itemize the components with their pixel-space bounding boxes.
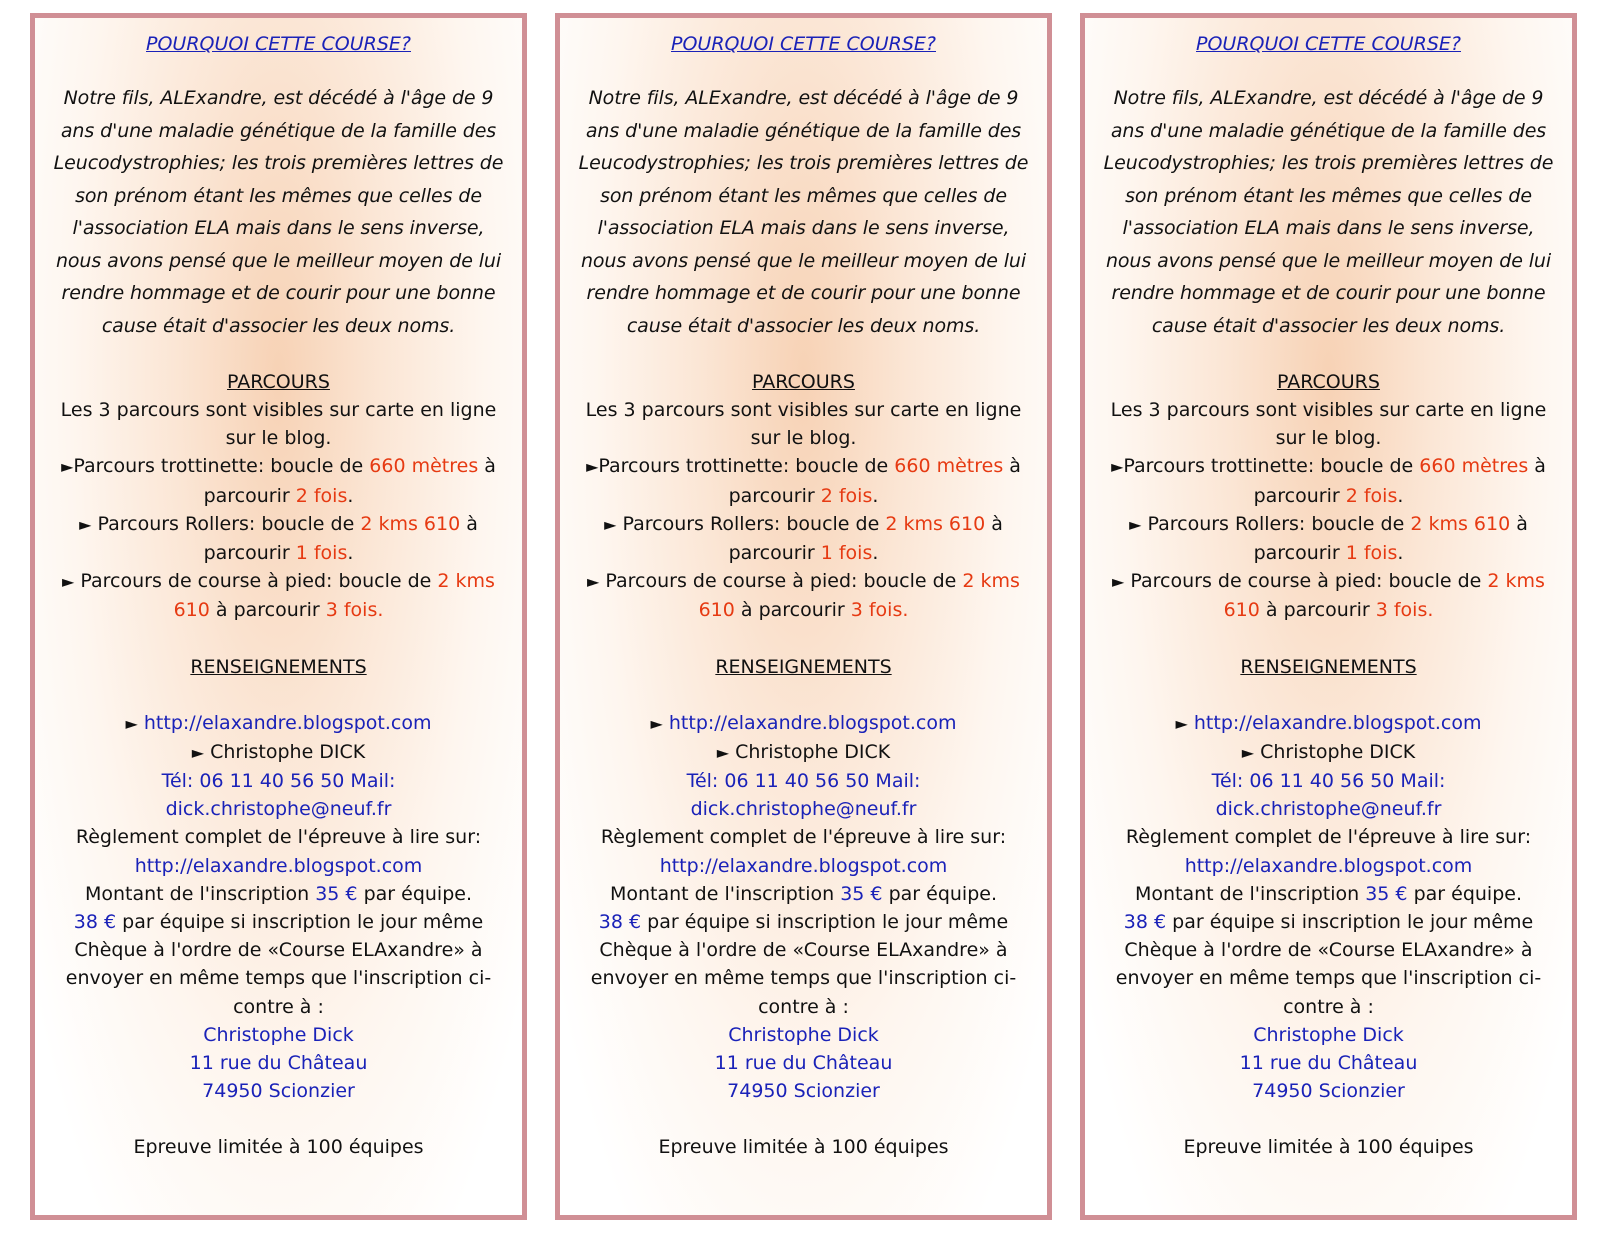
panel-content xyxy=(51,28,506,1162)
rollers-distance: 2 kms 610 xyxy=(360,512,461,535)
pied-times: 3 fois. xyxy=(325,599,384,622)
parcours-title: PARCOURS xyxy=(227,371,330,393)
address-name: Christophe Dick xyxy=(1253,1023,1404,1046)
cheque-text: Chèque à l'ordre de «Course ELAxandre» à envoyer en même temps que l'inscription ci-contre à : xyxy=(1115,939,1542,1018)
rollers-distance: 2 kms 610 xyxy=(885,512,986,535)
tel-mail: Tél: 06 11 40 56 50 Mail: xyxy=(1211,770,1446,793)
rollers-times: 1 fois xyxy=(295,542,348,565)
address-city: 74950 Scionzier xyxy=(1252,1080,1405,1103)
late-line: 38 € par équipe si inscription le jour même xyxy=(1123,911,1534,934)
arrow-right-icon: ► xyxy=(604,514,617,534)
rollers-times: 1 fois xyxy=(820,542,873,565)
parcours-pied: ► Parcours de course à pied: boucle de 2 kms 610 à parcourir 3 fois. xyxy=(1112,570,1545,622)
parcours-title: PARCOURS xyxy=(752,371,855,393)
blog-link-line xyxy=(576,709,1031,738)
arrow-right-icon: ► xyxy=(587,572,600,592)
pied-distance: 2 kms 610 xyxy=(173,570,495,622)
montant-line: Montant de l'inscription 35 € par équipe. xyxy=(1134,882,1522,905)
arrow-right-icon: ► xyxy=(716,742,730,762)
trott-times: 2 fois xyxy=(820,484,873,507)
why-title: POURQUOI CETTE COURSE? xyxy=(671,33,936,55)
address-street: 11 rue du Château xyxy=(714,1052,893,1075)
trott-times: 2 fois xyxy=(295,484,348,507)
panel-content xyxy=(1101,28,1556,1162)
arrow-right-icon: ► xyxy=(79,514,92,534)
price-35: 35 € xyxy=(840,882,883,905)
flyer-panel-right xyxy=(1080,13,1577,1220)
pied-times: 3 fois. xyxy=(850,599,909,622)
blog-link[interactable]: http://elaxandre.blogspot.com xyxy=(668,711,957,734)
email-link[interactable]: dick.christophe@neuf.fr xyxy=(690,798,917,821)
reglement-text: Règlement complet de l'épreuve à lire sur: xyxy=(600,826,1007,849)
rollers-times: 1 fois xyxy=(1345,542,1398,565)
address-city: 74950 Scionzier xyxy=(727,1080,880,1103)
email-link[interactable]: dick.christophe@neuf.fr xyxy=(1215,798,1442,821)
arrow-right-icon: ► xyxy=(586,457,599,477)
parcours-rollers: ► Parcours Rollers: boucle de 2 kms 610 à parcourir 1 fois. xyxy=(79,512,478,565)
panel-content xyxy=(576,28,1031,1162)
parcours-title: PARCOURS xyxy=(1277,371,1380,393)
flyer-panel-middle xyxy=(555,13,1052,1220)
address-name: Christophe Dick xyxy=(203,1023,354,1046)
parcours-trottinette: ►Parcours trottinette: boucle de 660 mètres à parcourir 2 fois. xyxy=(1111,455,1546,507)
price-38: 38 € xyxy=(598,911,642,934)
price-38: 38 € xyxy=(1123,911,1167,934)
montant-line: Montant de l'inscription 35 € par équipe. xyxy=(609,882,997,905)
arrow-right-icon: ► xyxy=(191,742,205,762)
why-text: Notre fils, ALExandre, est décédé à l'âge de 9 ans d'une maladie génétique de la famille des Leucodystrophies; les trois premières lettres de son prénom étant les mêmes que celles de l'association ELA mais dans le sens inverse, nous avons pensé que le meilleur moyen de lui rendre hommage et de courir pour une bonne cause était d'associer les deux noms. xyxy=(578,87,1029,337)
contact-name: Christophe DICK xyxy=(210,740,366,763)
arrow-right-icon: ► xyxy=(1175,713,1188,733)
blog-link[interactable]: http://elaxandre.blogspot.com xyxy=(1193,711,1482,734)
renseignements-title: RENSEIGNEMENTS xyxy=(715,655,892,678)
reglement-text: Règlement complet de l'épreuve à lire sur: xyxy=(75,826,482,849)
blog-link[interactable]: http://elaxandre.blogspot.com xyxy=(143,711,432,734)
address-street: 11 rue du Château xyxy=(189,1052,368,1075)
montant-line: Montant de l'inscription 35 € par équipe. xyxy=(84,882,472,905)
pied-distance: 2 kms 610 xyxy=(1223,570,1545,622)
parcours-intro: Les 3 parcours sont visibles sur carte en ligne sur le blog. xyxy=(585,399,1022,450)
parcours-intro: Les 3 parcours sont visibles sur carte en ligne sur le blog. xyxy=(60,399,497,450)
cheque-text: Chèque à l'ordre de «Course ELAxandre» à envoyer en même temps que l'inscription ci-contre à : xyxy=(65,939,492,1018)
contact-name-line xyxy=(51,738,506,767)
renseignements-title: RENSEIGNEMENTS xyxy=(1240,655,1417,678)
limit-text: Epreuve limitée à 100 équipes xyxy=(1183,1136,1474,1159)
trott-times: 2 fois xyxy=(1345,484,1398,507)
parcours-rollers: ► Parcours Rollers: boucle de 2 kms 610 à parcourir 1 fois. xyxy=(604,512,1003,565)
parcours-intro: Les 3 parcours sont visibles sur carte en ligne sur le blog. xyxy=(1110,399,1547,450)
price-35: 35 € xyxy=(1365,882,1408,905)
contact-name: Christophe DICK xyxy=(735,740,891,763)
trott-distance: 660 mètres xyxy=(369,455,479,478)
tel-mail: Tél: 06 11 40 56 50 Mail: xyxy=(686,770,921,793)
price-35: 35 € xyxy=(315,882,358,905)
limit-text: Epreuve limitée à 100 équipes xyxy=(133,1136,424,1159)
reglement-link[interactable]: http://elaxandre.blogspot.com xyxy=(659,854,948,877)
rollers-distance: 2 kms 610 xyxy=(1410,512,1511,535)
arrow-right-icon: ► xyxy=(1129,514,1142,534)
contact-name-line xyxy=(1101,738,1556,767)
limit-text: Epreuve limitée à 100 équipes xyxy=(658,1136,949,1159)
trott-distance: 660 mètres xyxy=(1419,455,1529,478)
address-street: 11 rue du Château xyxy=(1239,1052,1418,1075)
why-text: Notre fils, ALExandre, est décédé à l'âge de 9 ans d'une maladie génétique de la famille des Leucodystrophies; les trois premières lettres de son prénom étant les mêmes que celles de l'association ELA mais dans le sens inverse, nous avons pensé que le meilleur moyen de lui rendre hommage et de courir pour une bonne cause était d'associer les deux noms. xyxy=(53,87,504,337)
tel-mail: Tél: 06 11 40 56 50 Mail: xyxy=(161,770,396,793)
parcours-pied: ► Parcours de course à pied: boucle de 2 kms 610 à parcourir 3 fois. xyxy=(587,570,1020,622)
arrow-right-icon: ► xyxy=(1241,742,1255,762)
why-text: Notre fils, ALExandre, est décédé à l'âge de 9 ans d'une maladie génétique de la famille des Leucodystrophies; les trois premières lettres de son prénom étant les mêmes que celles de l'association ELA mais dans le sens inverse, nous avons pensé que le meilleur moyen de lui rendre hommage et de courir pour une bonne cause était d'associer les deux noms. xyxy=(1103,87,1554,337)
arrow-right-icon: ► xyxy=(61,457,74,477)
arrow-right-icon: ► xyxy=(1111,457,1124,477)
blog-link-line xyxy=(51,709,506,738)
renseignements-title: RENSEIGNEMENTS xyxy=(190,655,367,678)
why-title: POURQUOI CETTE COURSE? xyxy=(1196,33,1461,55)
price-38: 38 € xyxy=(73,911,117,934)
reglement-link[interactable]: http://elaxandre.blogspot.com xyxy=(134,854,423,877)
late-line: 38 € par équipe si inscription le jour même xyxy=(598,911,1009,934)
address-name: Christophe Dick xyxy=(728,1023,879,1046)
arrow-right-icon: ► xyxy=(125,713,138,733)
arrow-right-icon: ► xyxy=(62,572,75,592)
email-link[interactable]: dick.christophe@neuf.fr xyxy=(165,798,392,821)
trott-distance: 660 mètres xyxy=(894,455,1004,478)
pied-distance: 2 kms 610 xyxy=(698,570,1020,622)
flyer-panel-left xyxy=(30,13,527,1220)
contact-name-line xyxy=(576,738,1031,767)
why-title: POURQUOI CETTE COURSE? xyxy=(146,33,411,55)
parcours-trottinette: ►Parcours trottinette: boucle de 660 mètres à parcourir 2 fois. xyxy=(61,455,496,507)
parcours-trottinette: ►Parcours trottinette: boucle de 660 mètres à parcourir 2 fois. xyxy=(586,455,1021,507)
reglement-text: Règlement complet de l'épreuve à lire sur: xyxy=(1125,826,1532,849)
cheque-text: Chèque à l'ordre de «Course ELAxandre» à envoyer en même temps que l'inscription ci-contre à : xyxy=(590,939,1017,1018)
pied-times: 3 fois. xyxy=(1375,599,1434,622)
parcours-pied: ► Parcours de course à pied: boucle de 2 kms 610 à parcourir 3 fois. xyxy=(62,570,495,622)
contact-name: Christophe DICK xyxy=(1260,740,1416,763)
arrow-right-icon: ► xyxy=(1112,572,1125,592)
reglement-link[interactable]: http://elaxandre.blogspot.com xyxy=(1184,854,1473,877)
blog-link-line xyxy=(1101,709,1556,738)
address-city: 74950 Scionzier xyxy=(202,1080,355,1103)
parcours-rollers: ► Parcours Rollers: boucle de 2 kms 610 à parcourir 1 fois. xyxy=(1129,512,1528,565)
late-line: 38 € par équipe si inscription le jour même xyxy=(73,911,484,934)
arrow-right-icon: ► xyxy=(650,713,663,733)
